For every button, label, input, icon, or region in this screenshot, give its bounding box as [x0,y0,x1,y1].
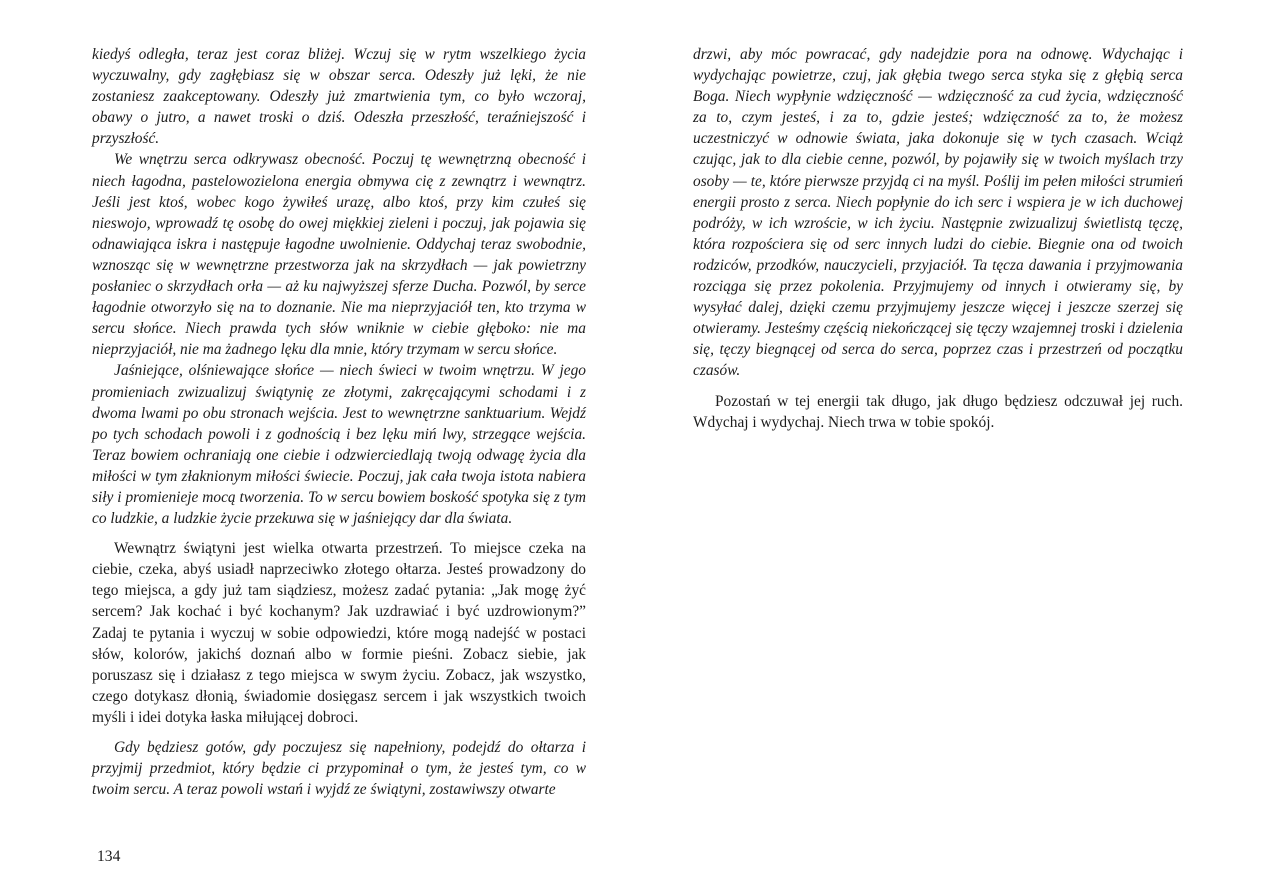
page-number: 134 [97,848,121,865]
left-paragraph-5: Gdy będziesz gotów, gdy poczujesz się napełniony, podejdź do ołtarza i przyjmij przedmiot, który będzie ci przypominał o tym, że jesteś tym, co w twoim sercu. A teraz powoli wstań i wyjdź ze świątyni, zostawiwszy otwarte [92,739,586,799]
right-paragraph-1: drzwi, aby móc powracać, gdy nadejdzie pora na odnowę. Wdychając i wydychając powietrze, czuj, jak głębia twego serca styka się z głębią serca Boga. Niech wypłynie wdzięczność — wdzięczność za cud życia, wdzięczność za to, czym jesteś, i za to, gdzie jesteś; wdzięczność za to, że możesz uczestniczyć w odnowie świata, jaka dokonuje się w tych czasach. Wciąż czując, jak to dla ciebie cenne, pozwól, by pojawiły się w twoich myślach trzy osoby — te, które pierwsze przyjdą ci na myśl. Poślij im pełen miłości strumień energii prosto z serca. Niech popłynie do ich serc i wspiera je w ich duchowej podróży, w ich wzroście, w ich życiu. Następnie zwizualizuj świetlistą tęczę, która rozpościera się od serc innych ludzi do ciebie. Biegnie ona od twoich rodziców, przodków, nauczycieli, przyjaciół. Ta tęcza dawania i przyjmowania rozciąga się przez pokolenia. Przyjmujemy od innych i otwieramy się, by wysyłać dalej, dzięki czemu przyjmujemy jeszcze więcej i jeszcze szerzej się otwieramy. Jesteśmy częścią niekończącej się tęczy wzajemnej troski i dzielenia się, tęczy biegnącej od serca do serca, poprzez czas i przestrzeń od początku czasów. [693,46,1183,380]
right-text-column [693,44,1183,433]
right-paragraph-2: Pozostań w tej energii tak długo, jak długo będziesz odczuwał jej ruch. Wdychaj i wydychaj. Niech trwa w tobie spokój. [693,392,1183,431]
left-text-column [92,44,586,800]
left-page [0,0,631,893]
right-page [631,0,1263,893]
left-paragraph-2: We wnętrzu serca odkrywasz obecność. Poczuj tę wewnętrzną obecność i niech łagodna, pastelowozielona energia obmywa cię z zewnątrz i wewnątrz. Jeśli jest ktoś, wobec kogo żywiłeś urazę, albo ktoś, przy kim czułeś się nieswojo, wprowadź tę osobę do owej miękkiej zieleni i poczuj, jak pojawia się odnawiająca iskra i następuje łagodne uwolnienie. Oddychaj teraz swobodnie, wznosząc się w wewnętrzne przestworza jak na skrzydłach — jak powietrzny posłaniec o skrzydłach orła — aż ku najwyższej sferze Ducha. Pozwól, by serce łagodnie otworzyło się na to doznanie. Nie ma nieprzyjaciół ten, kto trzyma w sercu słońce. Niech prawda tych słów wniknie w ciebie głęboko: nie ma nieprzyjaciół, nie ma żadnego lęku dla mnie, który trzymam w sercu słońce. [92,151,586,359]
left-paragraph-3: Jaśniejące, olśniewające słońce — niech świeci w twoim wnętrzu. W jego promieniach zwizualizuj świątynię ze złotymi, zakręcającymi schodami i z dwoma lwami po obu stronach wejścia. Jest to wewnętrzne sanktuarium. Wejdź po tych schodach powoli i z godnością i bez lęku miń lwy, strzegące wejścia. Teraz bowiem ochraniają one ciebie i odzwierciedlają twoją odwagę życia dla miłości w tym złaknionym miłości świecie. Poczuj, jak cała twoja istota nabiera siły i promienieje mocą tworzenia. To w sercu bowiem boskość spotyka się z tym co ludzkie, a ludzkie życie przekuwa się w jaśniejący dar dla świata. [92,362,586,528]
left-paragraph-4: Wewnątrz świątyni jest wielka otwarta przestrzeń. To miejsce czeka na ciebie, czeka, abyś usiadł naprzeciwko złotego ołtarza. Jesteś prowadzony do tego miejsca, a gdy już tam siądziesz, możesz zadać pytania: „Jak mogę żyć sercem? Jak kochać i być kochanym? Jak uzdrawiać i być uzdrowionym?” Zadaj te pytania i wyczuj w sobie odpowiedzi, które mogą nadejść w postaci słów, kolorów, jakichś doznań albo w formie pieśni. Zobacz siebie, jak poruszasz się i działasz z tego miejsca w swym życiu. Zobacz, jak wszystko, czego dotykasz dłonią, świadomie dosięgasz sercem i jak wszystkich twoich myśli i idei dotyka łaska miłującej dobroci. [92,540,586,726]
left-paragraph-1: kiedyś odległa, teraz jest coraz bliżej. Wczuj się w rytm wszelkiego życia wyczuwalny, gdy zagłębiasz się w obszar serca. Odeszły już lęki, że nie zostaniesz zaakceptowany. Odeszły już zmartwienia tym, co było wczoraj, obawy o jutro, a nawet troski o dziś. Odeszła przeszłość, teraźniejszość i przyszłość. [92,46,586,148]
